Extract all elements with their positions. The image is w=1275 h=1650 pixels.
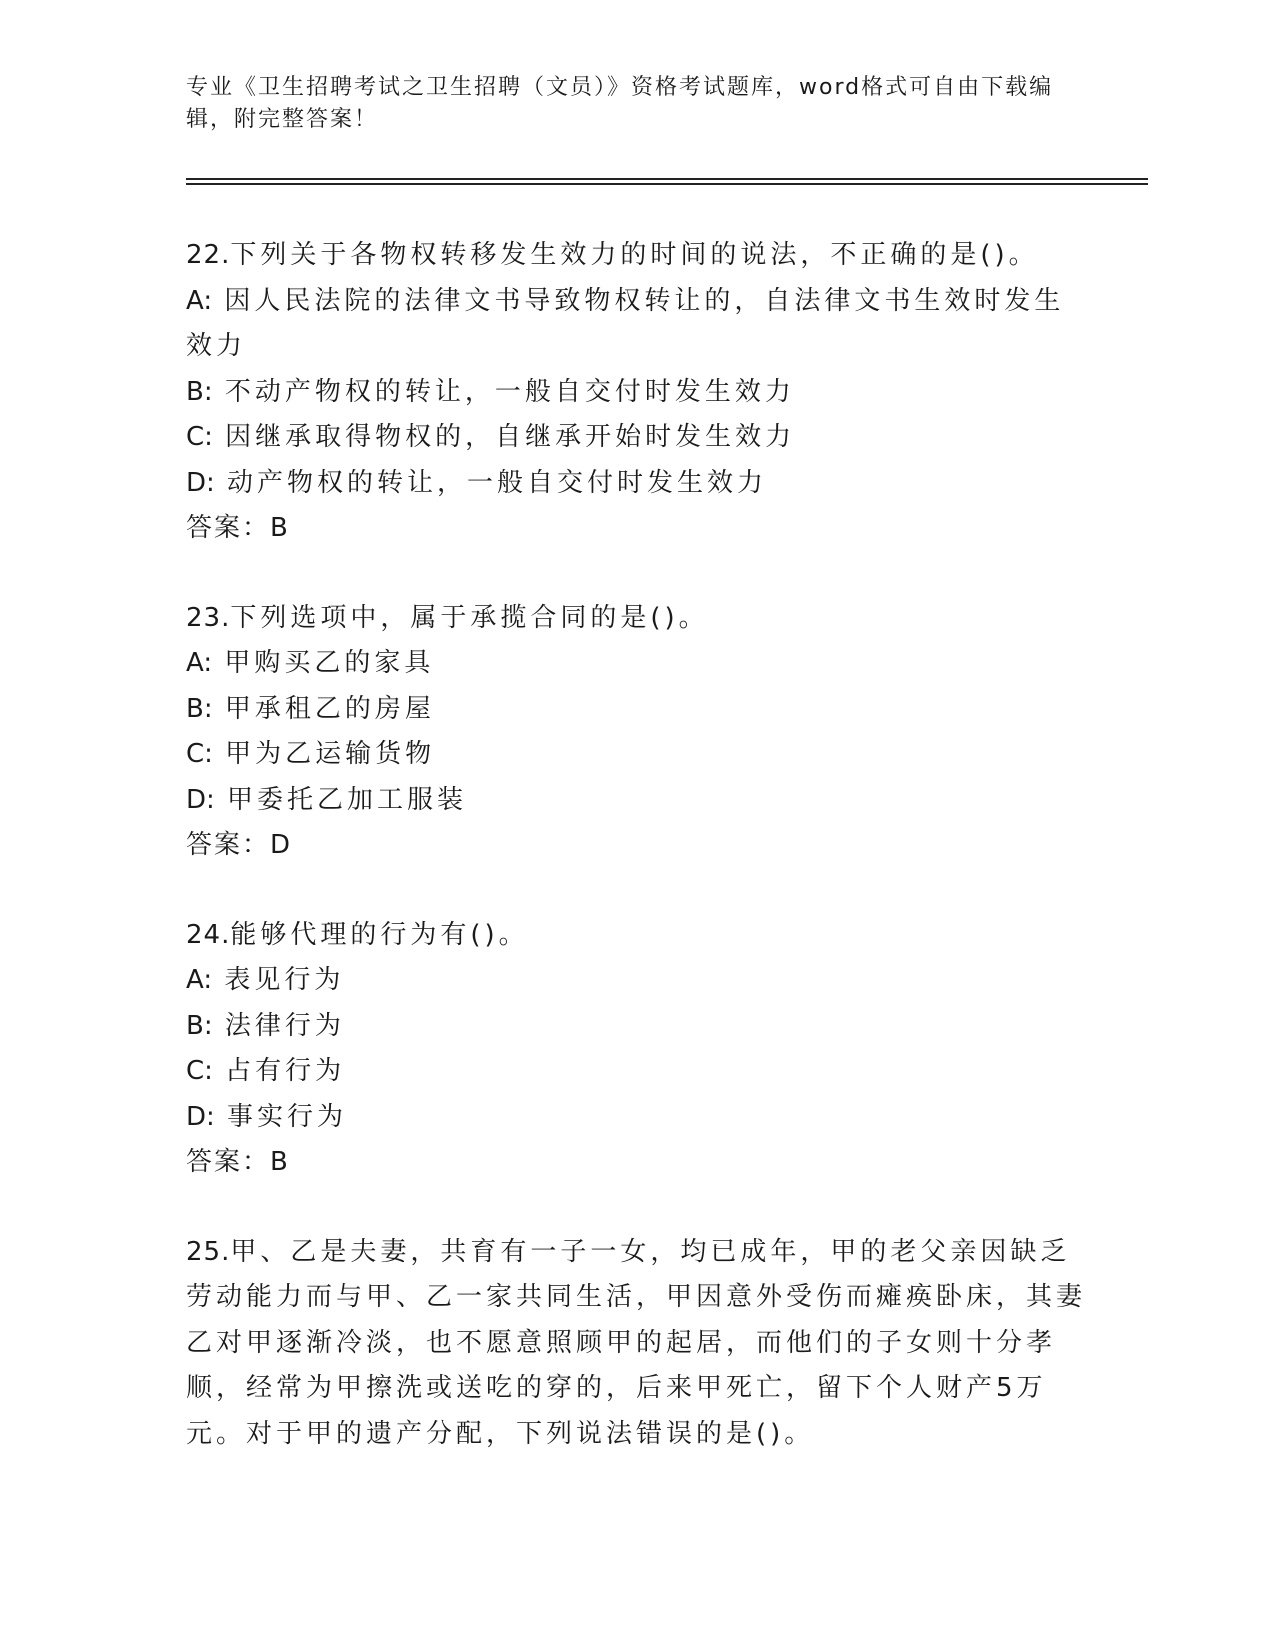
question-text: 下列关于各物权转移发生效力的时间的说法，不正确的是()。 xyxy=(230,240,1039,270)
question-text: 能够代理的行为有()。 xyxy=(230,919,529,950)
question-22 xyxy=(186,233,1086,552)
question-text: 甲、乙是夫妻，共育有一子一女，均已成年，甲的老父亲因缺乏劳动能力而与甲、乙一家共同生活，甲因意外受伤而瘫痪卧床，其妻乙对甲逐渐冷淡，也不愿意照顾甲的起居，而他们的子女则十分孝顺，经常为甲擦洗或送吃的穿的，后来甲死亡，留下个人财产5万元。对于甲的遗产分配，下列说法错误的是()。 xyxy=(186,1236,1087,1449)
question-text: 下列选项中，属于承揽合同的是()。 xyxy=(230,602,709,633)
question-number: 24. xyxy=(186,919,231,950)
option-text: 因继承取得物权的，自继承开始时发生效力 xyxy=(212,422,796,452)
option-text: 甲委托乙加工服装 xyxy=(214,784,468,815)
header-divider-bottom xyxy=(186,183,1148,185)
answer-line: 答案：D xyxy=(186,830,293,860)
option-letter: D: xyxy=(186,784,215,815)
option-c xyxy=(186,732,1086,778)
option-d xyxy=(186,461,1086,507)
question-stem xyxy=(186,596,1086,642)
option-text: 甲购买乙的家具 xyxy=(212,648,435,678)
question-stem xyxy=(186,233,1086,279)
question-number: 25. xyxy=(186,1236,231,1267)
option-d xyxy=(186,1095,1086,1141)
option-c xyxy=(186,1049,1086,1095)
option-text: 因人民法院的法律文书导致物权转让的，自法律文书生效时发生效力 xyxy=(186,285,1065,361)
question-24 xyxy=(186,913,1086,1186)
option-text: 不动产物权的转让，一般自交付时发生效力 xyxy=(212,376,795,407)
option-text: 甲为乙运输货物 xyxy=(212,739,436,769)
option-a xyxy=(186,279,1086,370)
option-text: 法律行为 xyxy=(212,1010,345,1041)
question-stem xyxy=(186,1230,1086,1458)
option-letter: B: xyxy=(186,1010,213,1041)
question-25 xyxy=(186,1230,1086,1458)
option-c xyxy=(186,415,1086,461)
option-letter: C: xyxy=(186,1056,213,1086)
option-letter: C: xyxy=(186,739,213,769)
option-a xyxy=(186,641,1086,687)
option-b xyxy=(186,370,1086,416)
option-letter: B: xyxy=(186,693,213,724)
option-text: 动产物权的转让，一般自交付时发生效力 xyxy=(214,467,768,498)
header-divider-top xyxy=(186,178,1148,180)
answer-line: 答案：B xyxy=(186,513,290,543)
question-stem xyxy=(186,913,1086,959)
option-letter: D: xyxy=(186,467,215,498)
option-text: 事实行为 xyxy=(214,1101,348,1132)
option-b xyxy=(186,1004,1086,1050)
question-list xyxy=(186,233,1086,1501)
question-number: 23. xyxy=(186,602,231,633)
option-letter: C: xyxy=(186,422,213,452)
option-b xyxy=(186,687,1086,733)
option-letter: A: xyxy=(186,285,213,316)
question-23 xyxy=(186,596,1086,869)
option-letter: A: xyxy=(186,965,213,995)
option-text: 甲承租乙的房屋 xyxy=(212,693,435,724)
question-number: 22. xyxy=(186,240,231,270)
option-letter: B: xyxy=(186,376,213,407)
option-d xyxy=(186,778,1086,824)
option-text: 表见行为 xyxy=(212,965,345,995)
option-a xyxy=(186,958,1086,1004)
option-text: 占有行为 xyxy=(212,1056,346,1086)
option-letter: A: xyxy=(186,648,213,678)
answer-line: 答案：B xyxy=(186,1147,290,1177)
document-header: 专业《卫生招聘考试之卫生招聘（文员）》资格考试题库，word格式可自由下载编辑，附完整答案！ xyxy=(186,75,1054,132)
option-letter: D: xyxy=(186,1101,215,1132)
